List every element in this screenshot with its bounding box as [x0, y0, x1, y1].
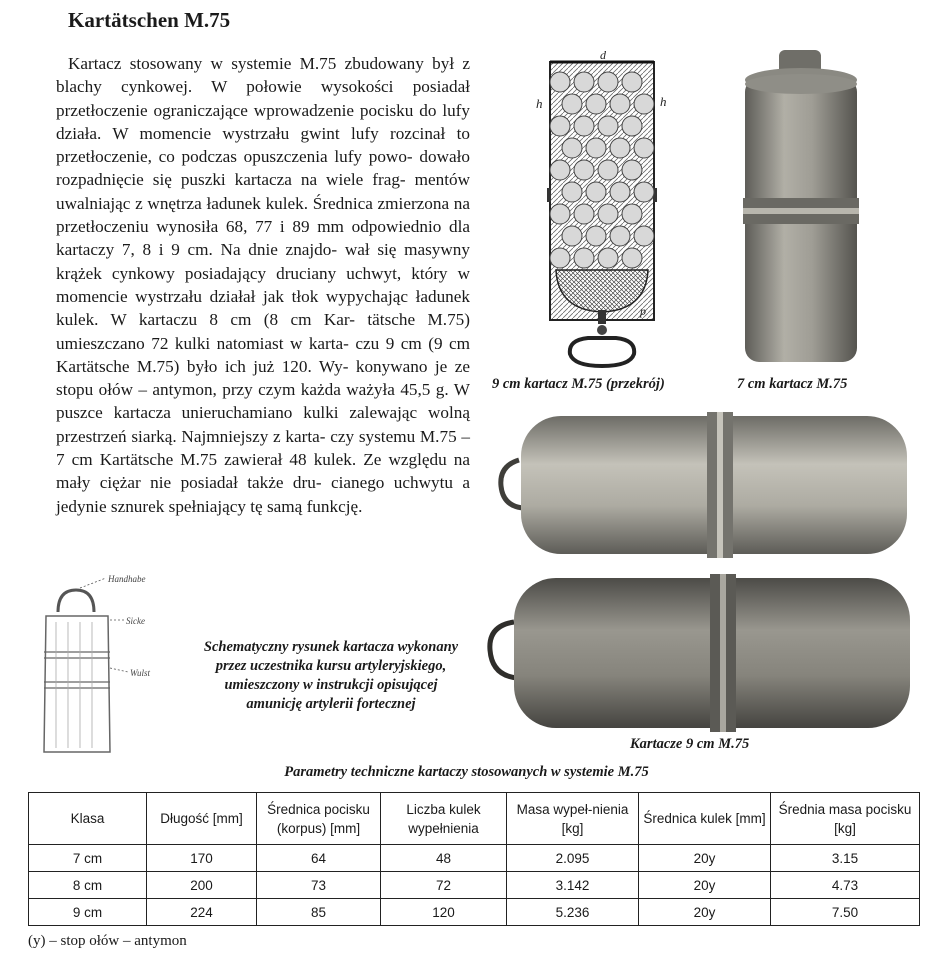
body-line: cianego uchwytu a jedynie sznurek spełniający tę samą — [56, 473, 471, 516]
lead-ball — [550, 204, 570, 224]
table-cell: 20y — [639, 845, 771, 872]
body-line: odpowiednio dla kartaczy 7, 8 i 9 cm. Na dnie znajdo- — [56, 217, 470, 260]
body-line: Kartacz stosowany w systemie M.75 zbudowany — [68, 54, 424, 73]
lead-ball — [550, 248, 570, 268]
header-srednica-pocisku: Średnica pocisku (korpus) [mm] — [257, 793, 381, 845]
table-cell: 64 — [257, 845, 381, 872]
annotation-sicke: Sicke — [126, 616, 145, 626]
lead-ball — [574, 248, 594, 268]
table-cell: 20y — [639, 899, 771, 926]
lead-ball — [574, 204, 594, 224]
lead-ball — [634, 138, 654, 158]
table-cell: 7 cm — [29, 845, 147, 872]
lead-ball — [562, 94, 582, 114]
body-line: to przetłoczenie, co podczas opuszczenia lufy powo- — [56, 123, 471, 167]
table-cell: 48 — [381, 845, 507, 872]
body-line: czu 9 cm (9 cm Kartätsche M.75) było ich już 120. Wy- — [56, 333, 471, 376]
lead-ball — [562, 182, 582, 202]
lead-ball — [574, 160, 594, 180]
canister-7cm-photo — [735, 48, 867, 370]
lead-ball — [598, 248, 618, 268]
body-line: tätsche M.75) umieszczano 72 kulki natomiast w karta- — [56, 310, 470, 353]
body-line: uchwyt, który w momencie wystrzału działał jak tłok — [56, 263, 470, 306]
lead-ball — [622, 116, 642, 136]
table-title: Parametry techniczne kartaczy stosowanych w systemie M.75 — [284, 764, 649, 780]
body-line: był z blachy cynkowej. W połowie wysokości posiadał — [56, 54, 470, 97]
label-d: d — [600, 48, 606, 62]
caption-schematic: Schematyczny rysunek kartacza wykonany przez uczestnika kursu artyleryjskiego, umieszczony w instrukcji opisującej amunicję artylerii fortecznej — [203, 639, 459, 712]
header-klasa: Klasa — [29, 793, 147, 845]
lead-ball — [622, 248, 642, 268]
table-cell: 9 cm — [29, 899, 147, 926]
lead-ball — [598, 72, 618, 92]
table-row — [29, 872, 920, 899]
table-cell: 73 — [257, 872, 381, 899]
lead-ball — [550, 72, 570, 92]
lead-ball — [574, 116, 594, 136]
table-cell: 3.142 — [507, 872, 639, 899]
table-cell: 224 — [147, 899, 257, 926]
lead-ball — [562, 226, 582, 246]
ball-pattern — [550, 72, 654, 268]
label-h-left: h — [536, 96, 543, 111]
lead-ball — [586, 226, 606, 246]
table-cell: 170 — [147, 845, 257, 872]
body-line: konywano je ze stopu ołów – antymon, przy czym każda — [56, 356, 470, 400]
caption-cross-section: 9 cm kartacz M.75 (przekrój) — [492, 376, 665, 392]
table-footnote: (y) – stop ołów – antymon — [28, 933, 187, 949]
page-heading: Kartätschen M.75 — [68, 8, 231, 32]
annotation-handhabe: Handhabe — [108, 574, 146, 584]
header-liczba-kulek: Liczba kulek wypełnienia — [381, 793, 507, 845]
header-srednia-masa: Średnia masa pocisku [kg] — [771, 793, 920, 845]
body-line: czy systemu M.75 – 7 cm Kartätsche M.75 zawierał 48 — [56, 426, 470, 470]
lead-ball — [586, 182, 606, 202]
lead-ball — [574, 72, 594, 92]
table-row — [29, 899, 920, 926]
table-cell: 8 cm — [29, 872, 147, 899]
lead-ball — [634, 182, 654, 202]
body-line: wał się masywny krążek cynkowy posiadający druciany — [56, 240, 470, 283]
header-dlugosc: Długość [mm] — [147, 793, 257, 845]
canister-9cm-photo-bottom — [484, 572, 914, 732]
label-p: p — [640, 304, 646, 318]
schematic-sketch — [28, 572, 188, 772]
caption-7cm-canister: 7 cm kartacz M.75 — [737, 376, 848, 392]
lead-ball — [634, 94, 654, 114]
body-line: ważyła 45,5 g. W puszce kartacza unieruchamiano kulki — [56, 380, 470, 423]
wire-handle — [570, 338, 634, 366]
lead-ball — [634, 226, 654, 246]
body-line: mentów uwalniając z wnętrza ładunek kulek. Średnica — [56, 170, 470, 213]
lead-ball — [622, 204, 642, 224]
lead-ball — [610, 226, 630, 246]
body-line: przetłoczenie ograniczające wprowadzenie pocisku do — [56, 100, 437, 120]
body-line: wypychając ładunek kulek. W kartaczu 8 cm (8 cm Kar- — [56, 286, 470, 330]
lead-ball — [598, 160, 618, 180]
caption-9cm-canisters: Kartacze 9 cm M.75 — [630, 736, 750, 752]
body-paragraph — [56, 52, 470, 518]
lead-ball — [586, 94, 606, 114]
label-h-right: h — [660, 94, 667, 109]
lead-ball — [610, 182, 630, 202]
table-cell: 5.236 — [507, 899, 639, 926]
table-cell: 120 — [381, 899, 507, 926]
lead-ball — [562, 138, 582, 158]
canister-9cm-photo-top — [493, 408, 913, 558]
lead-ball — [550, 116, 570, 136]
body-line: zalewając wolną przestrzeń siarką. Najmniejszy z kartа- — [56, 403, 470, 446]
header-srednica-kulek: Średnica kulek [mm] — [639, 793, 771, 845]
body-line: funkcję. — [306, 496, 363, 516]
lead-ball — [610, 138, 630, 158]
table-cell: 3.15 — [771, 845, 920, 872]
table-cell: 85 — [257, 899, 381, 926]
body-line: lufy działa. W momencie wystrzału gwint lufy rozcinał — [56, 100, 470, 143]
lead-ball — [598, 204, 618, 224]
table-cell: 200 — [147, 872, 257, 899]
lead-ball — [598, 116, 618, 136]
lead-ball — [586, 138, 606, 158]
table-cell: 20y — [639, 872, 771, 899]
table-cell: 7.50 — [771, 899, 920, 926]
table-cell: 2.095 — [507, 845, 639, 872]
header-masa-wypelnienia: Masa wypeł-nienia [kg] — [507, 793, 639, 845]
lead-ball — [610, 94, 630, 114]
lead-ball — [622, 160, 642, 180]
body-line: kulek. Ze względu na mały ciężar nie posiadał także dru- — [56, 450, 470, 493]
table-row — [29, 845, 920, 872]
body-line: dowało rozpadnięcie się puszki kartacza na wiele frag- — [56, 147, 470, 190]
lead-ball — [622, 72, 642, 92]
lead-ball — [550, 160, 570, 180]
body-line: zmierzona na przetłoczeniu wynosiła 68, 77 i 89 mm — [56, 193, 471, 237]
annotation-wulst: Wulst — [130, 668, 151, 678]
parameters-table — [28, 792, 920, 926]
cross-section-figure — [528, 48, 678, 370]
table-header-row — [29, 793, 920, 845]
table-cell: 4.73 — [771, 872, 920, 899]
table-cell: 72 — [381, 872, 507, 899]
